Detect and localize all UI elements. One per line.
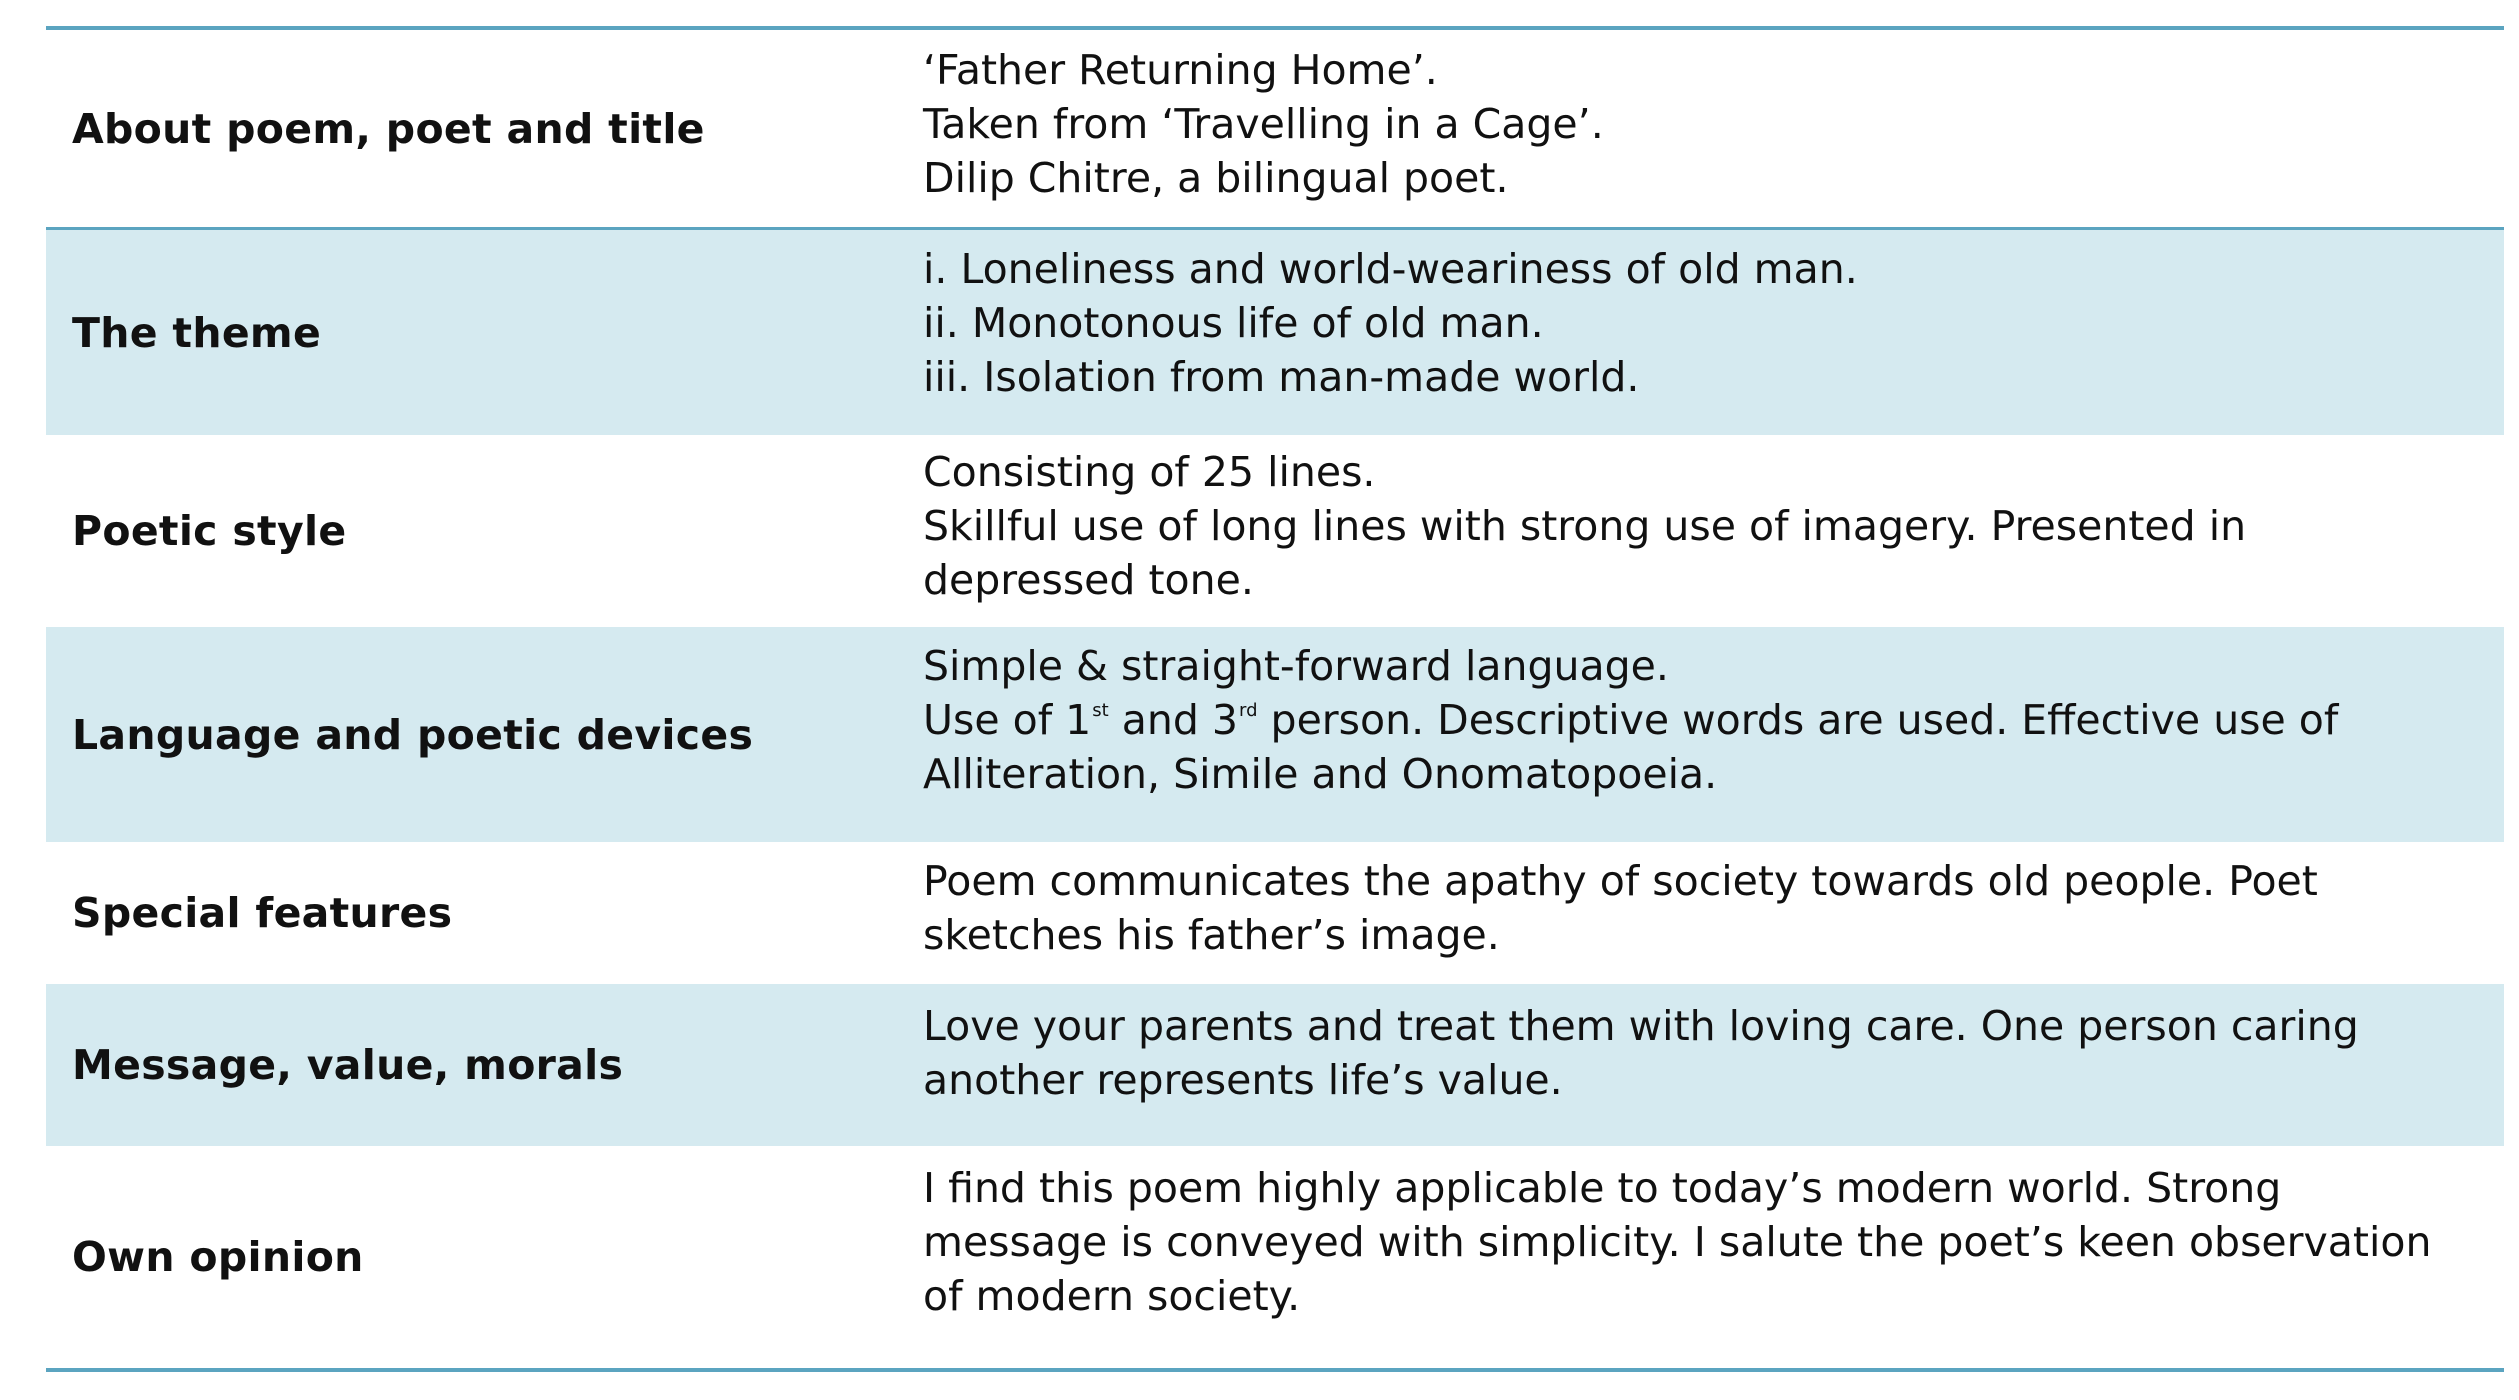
content-text: person. Descriptive words are used. Effective use of (1257, 695, 2339, 744)
row-content (899, 445, 2504, 607)
content-line: Consisting of 25 lines. (923, 448, 1376, 496)
row-label: Language and poetic devices (72, 710, 754, 759)
row-label: Special features (72, 889, 453, 937)
content-line: message is conveyed with simplicity. I salute the poet’s keen observation (923, 1218, 2432, 1266)
row-content (899, 854, 2504, 962)
row-label: Own opinion (72, 1233, 364, 1281)
content-line: Taken from ‘Travelling in a Cage’. (923, 99, 1604, 148)
row-content (899, 999, 2504, 1107)
row-label: About poem, poet and title (72, 104, 705, 153)
table-row (46, 435, 2504, 627)
table-row (46, 627, 2504, 842)
row-label: The theme (72, 308, 322, 357)
row-label: Message, value, morals (72, 1041, 624, 1089)
content-line: sketches his father’s image. (923, 911, 1500, 959)
content-line: Skillful use of long lines with strong use of imagery. Presented in (923, 502, 2247, 550)
content-line: of modern society. (923, 1272, 1301, 1320)
content-line: Dilip Chitre, a bilingual poet. (923, 153, 1509, 202)
content-line: another represents life’s value. (923, 1055, 1563, 1104)
table-row (46, 984, 2504, 1146)
ordinal-suffix: rd (1239, 699, 1258, 721)
content-line: Love your parents and treat them with loving care. One person caring (923, 1001, 2359, 1050)
content-text: and 3 (1108, 695, 1238, 744)
table-row (46, 1146, 2504, 1368)
content-line: Poem communicates the apathy of society towards old people. Poet (923, 857, 2318, 905)
table-row (46, 230, 2504, 435)
row-content (899, 43, 2504, 205)
row-label: Poetic style (72, 507, 347, 555)
content-text: Use of 1 (923, 695, 1092, 744)
row-content (899, 1161, 2504, 1323)
content-line: iii. Isolation from man-made world. (923, 352, 1640, 401)
content-line: Simple & straight-forward language. (923, 641, 1669, 690)
row-content (899, 639, 2504, 801)
content-line (923, 693, 2484, 747)
content-line: depressed tone. (923, 556, 1254, 604)
content-line: Alliteration, Simile and Onomatopoeia. (923, 749, 1718, 798)
row-content (899, 242, 2504, 404)
content-line: ii. Monotonous life of old man. (923, 298, 1544, 347)
content-line: i. Loneliness and world-weariness of old man. (923, 244, 1858, 293)
ordinal-suffix: st (1092, 699, 1109, 721)
table-row (46, 30, 2504, 230)
content-line: ‘Father Returning Home’. (923, 45, 1438, 94)
poem-analysis-table (46, 26, 2504, 1372)
table-row (46, 842, 2504, 984)
content-line: I find this poem highly applicable to today’s modern world. Strong (923, 1164, 2282, 1212)
